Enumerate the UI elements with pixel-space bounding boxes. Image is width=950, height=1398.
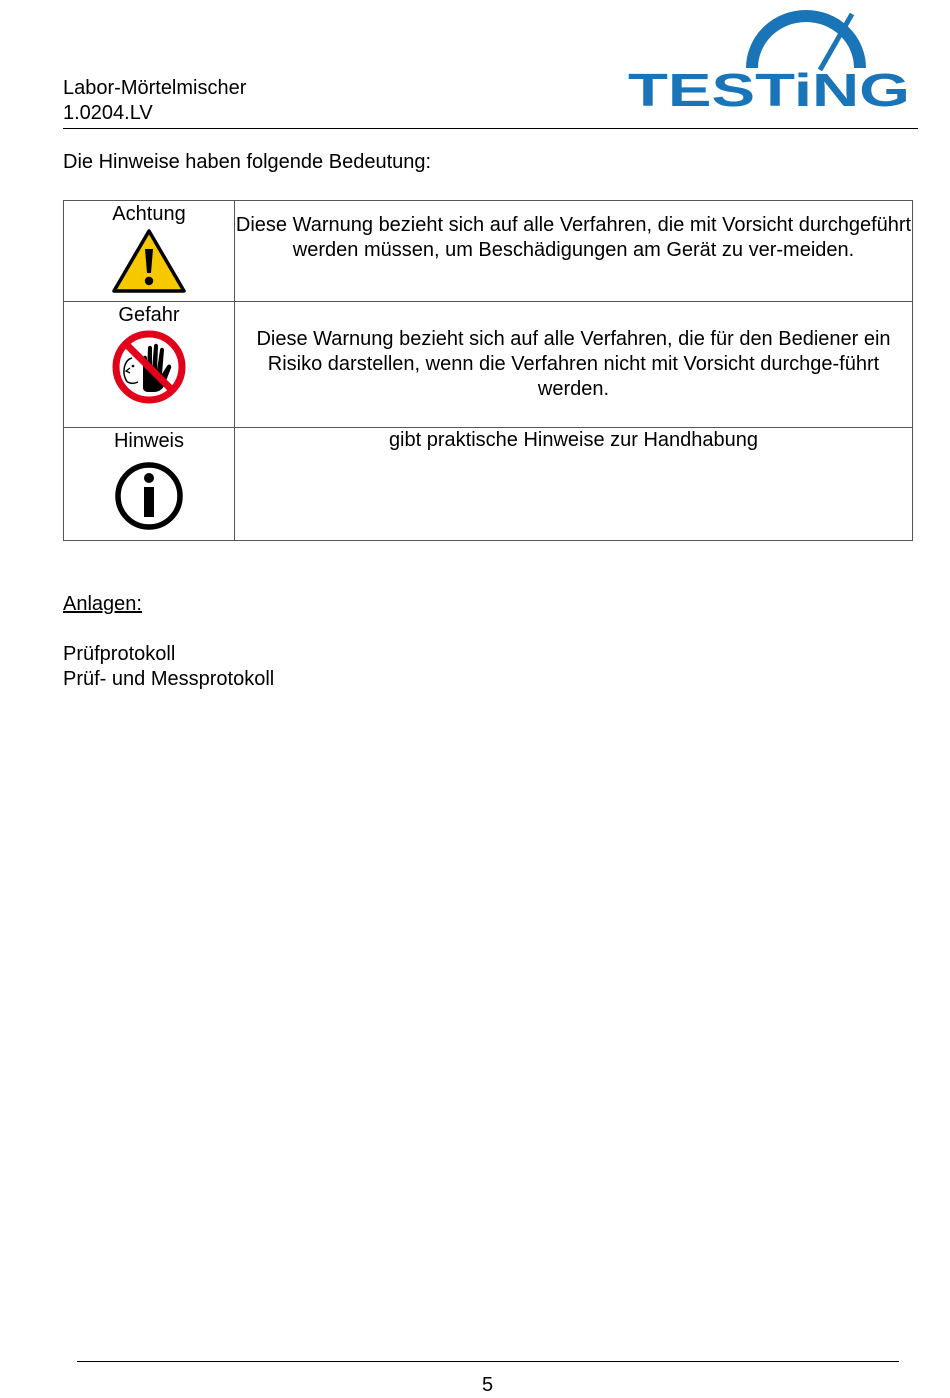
page-number: 5 xyxy=(481,1374,494,1396)
list-item: Prüfprotokoll xyxy=(63,643,176,665)
header-divider xyxy=(63,128,918,129)
logo-text: TESTiNG xyxy=(628,64,910,110)
legend-icon-cell xyxy=(64,302,235,428)
legend-icon-cell xyxy=(64,428,235,541)
legend-description: Diese Warnung bezieht sich auf alle Verfahren, die mit Vorsicht durchgeführt werden müssen, um Beschädigungen am Gerät zu ver-meiden. xyxy=(235,201,913,302)
legend-description: Diese Warnung bezieht sich auf alle Verfahren, die für den Bediener ein Risiko darstellen, wenn die Verfahren nicht mit Vorsicht durchge-führt werden. xyxy=(235,302,913,428)
document-number: 1.0204.LV xyxy=(63,102,153,124)
info-circle-icon xyxy=(113,460,185,532)
no-entry-hand-icon xyxy=(110,328,188,406)
document-header xyxy=(63,76,246,126)
hint-legend-table xyxy=(63,200,913,541)
legend-icon-cell xyxy=(64,201,235,302)
anlagen-heading: Anlagen: xyxy=(63,593,142,615)
footer-divider xyxy=(77,1361,899,1362)
table-row xyxy=(64,428,913,541)
warning-triangle-icon xyxy=(111,227,187,295)
legend-title: Gefahr xyxy=(118,304,180,326)
document-title: Labor-Mörtelmischer xyxy=(63,77,247,99)
testing-logo xyxy=(624,10,914,110)
legend-description: gibt praktische Hinweise zur Handhabung xyxy=(235,428,913,541)
anlagen-list xyxy=(63,642,274,692)
table-row xyxy=(64,201,913,302)
list-item: Prüf- und Messprotokoll xyxy=(63,668,275,690)
intro-text: Die Hinweise haben folgende Bedeutung: xyxy=(63,151,432,173)
legend-title: Hinweis xyxy=(113,430,185,452)
table-row xyxy=(64,302,913,428)
legend-title: Achtung xyxy=(112,203,186,225)
